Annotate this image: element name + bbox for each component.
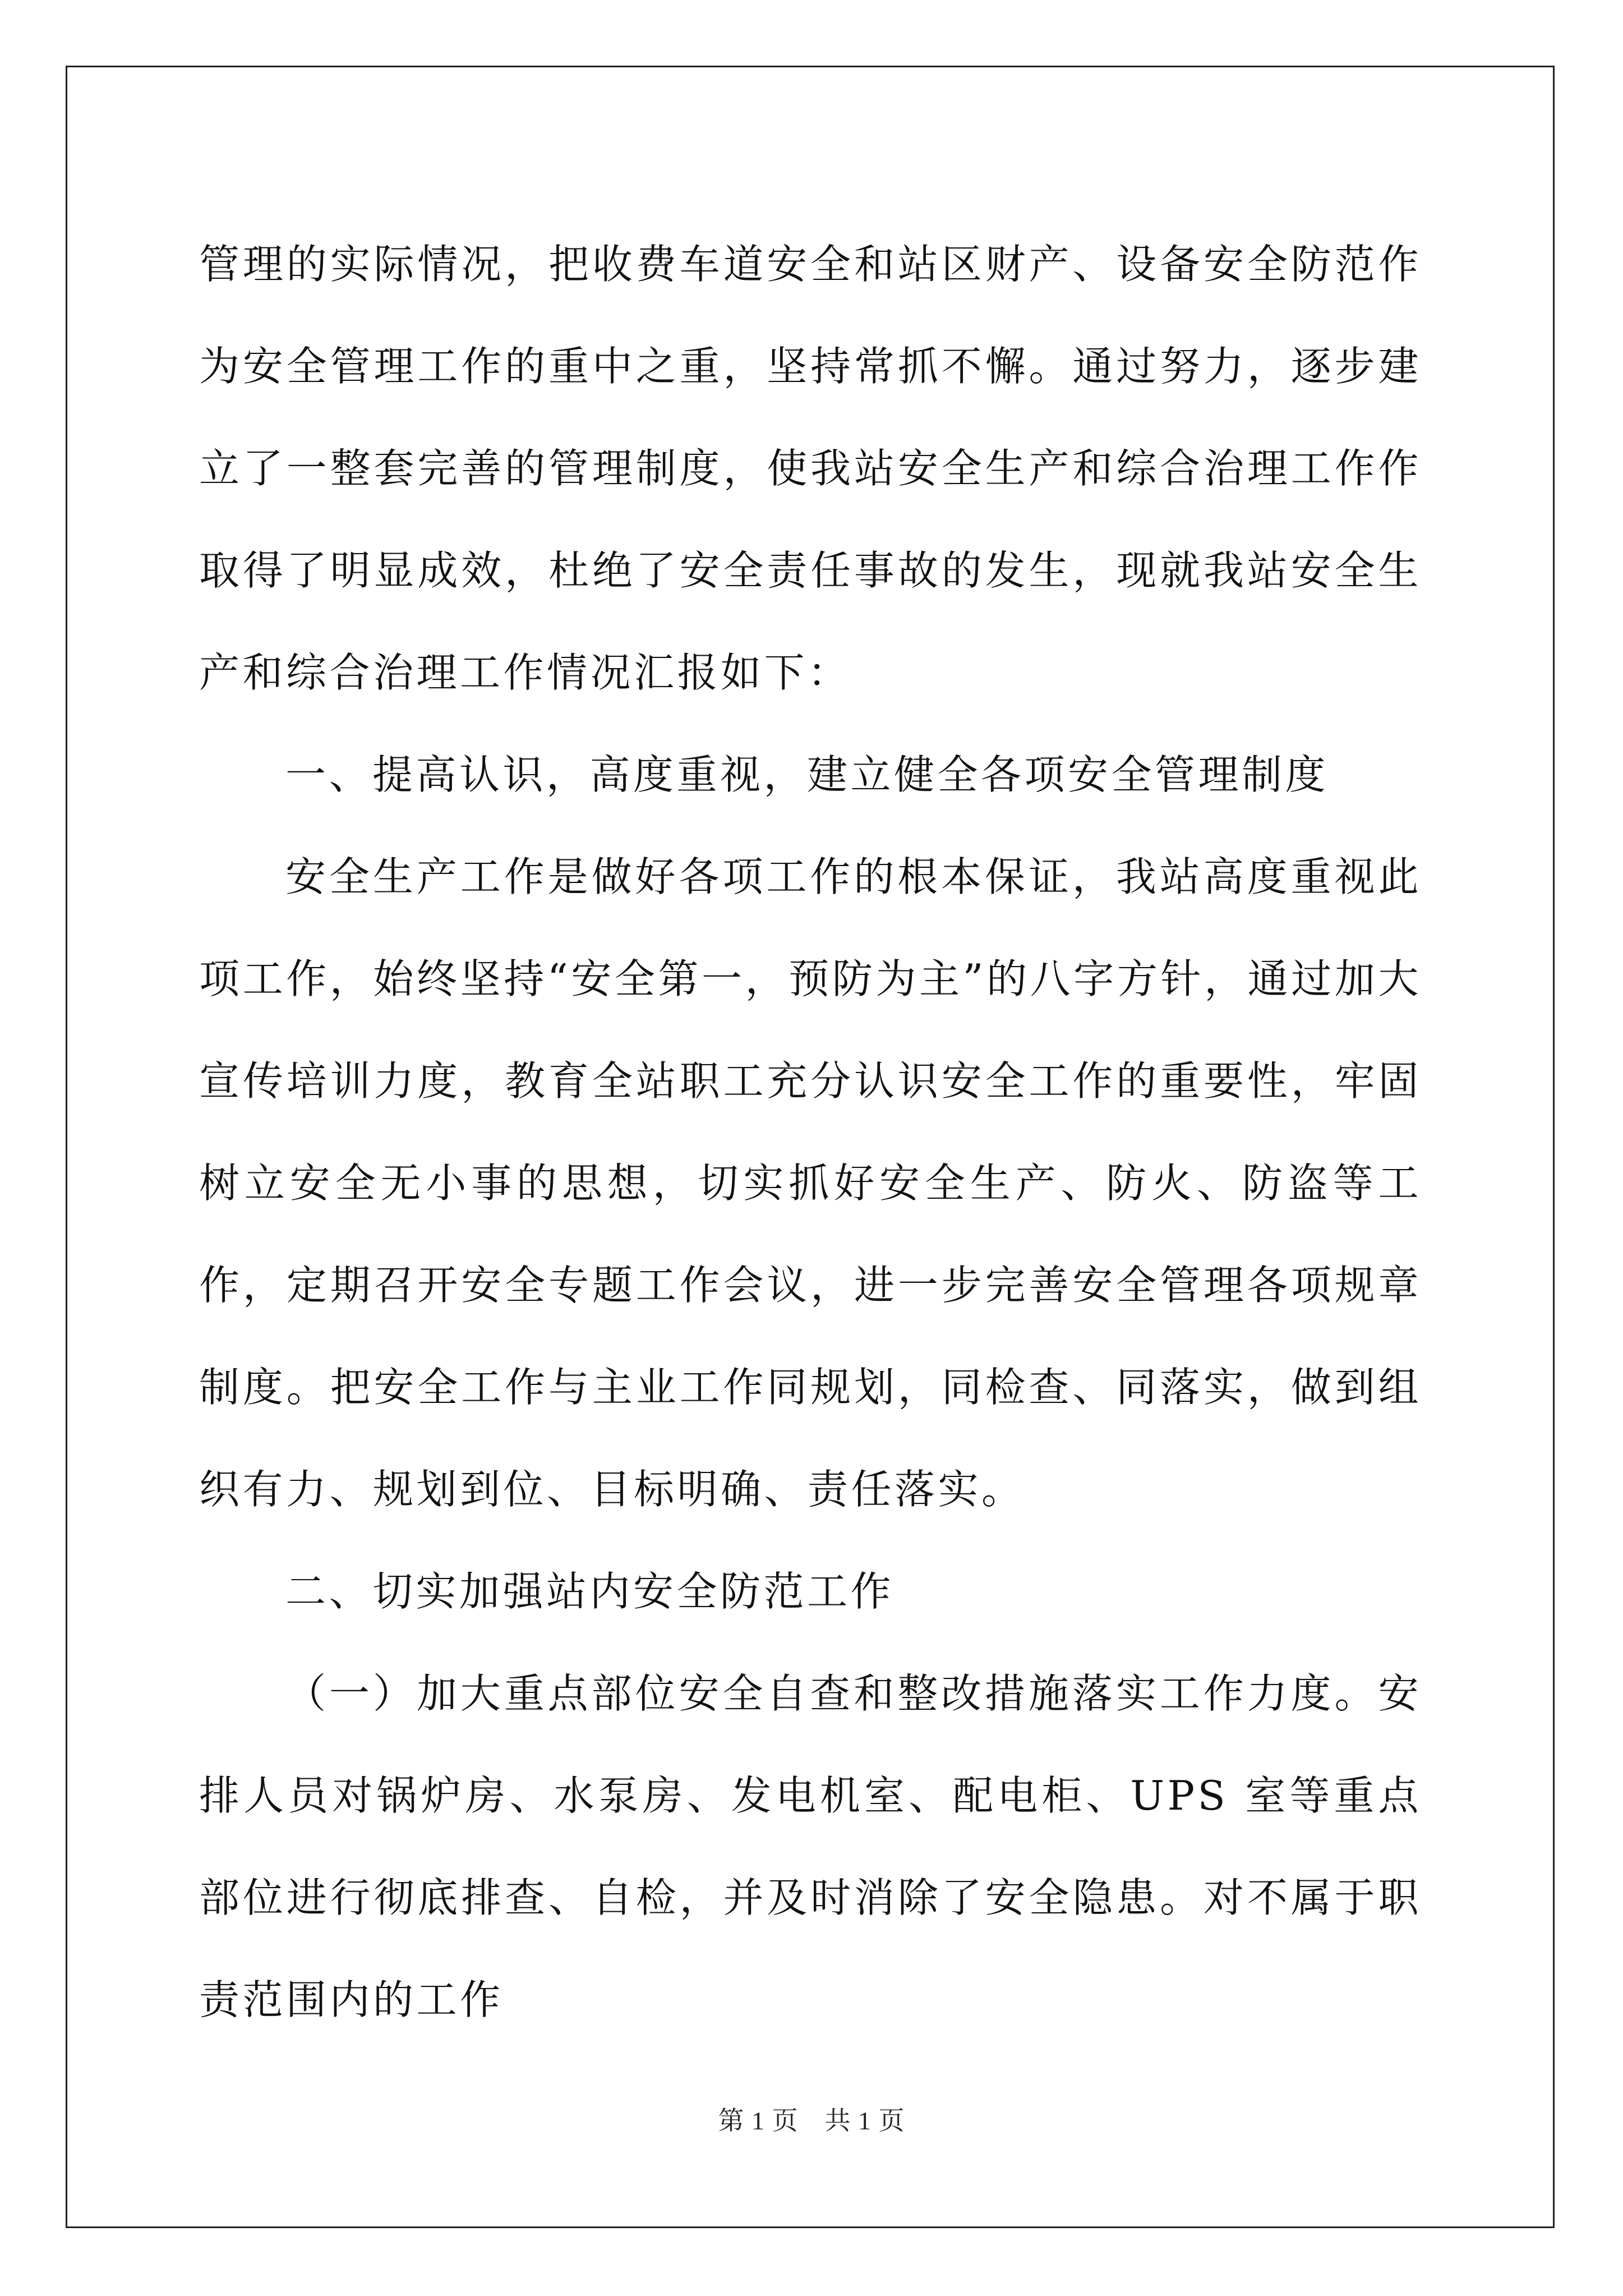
- paragraph-section-1: 安全生产工作是做好各项工作的根本保证，我站高度重视此项工作，始终坚持“安全第一，预防为主”的八字方针，通过加大宣传培训力度，教育全站职工充分认识安全工作的重要性，牢固树立安全无小事的思想，切实抓好安全生产、防火、防盗等工作，定期召开安全专题工作会议，进一步完善安全管理各项规章制度。把安全工作与主业工作同规划，同检查、同落实，做到组织有力、规划到位、目标明确、责任落实。: [199, 853, 1422, 1513]
- document-body: [199, 213, 1422, 2051]
- heading-section-1: 一、提高认识，高度重视，建立健全各项安全管理制度: [285, 751, 1329, 798]
- paragraph-intro: 管理的实际情况，把收费车道安全和站区财产、设备安全防范作为安全管理工作的重中之重，坚持常抓不懈。通过努力，逐步建立了一整套完善的管理制度，使我站安全生产和综合治理工作作取得了明显成效，杜绝了安全责任事故的发生，现就我站安全生产和综合治理工作情况汇报如下：: [199, 241, 1422, 696]
- page-number-footer: 第 1 页 共 1 页: [718, 2106, 905, 2135]
- heading-section-2: 二、切实加强站内安全防范工作: [285, 1568, 895, 1615]
- paragraph-section-2-item-1: （一）加大重点部位安全自查和整改措施落实工作力度。安排人员对锅炉房、水泵房、发电机室、配电柜、UPS 室等重点部位进行彻底排查、自检，并及时消除了安全隐患。对不属于职责范围内的工作: [199, 1670, 1422, 2023]
